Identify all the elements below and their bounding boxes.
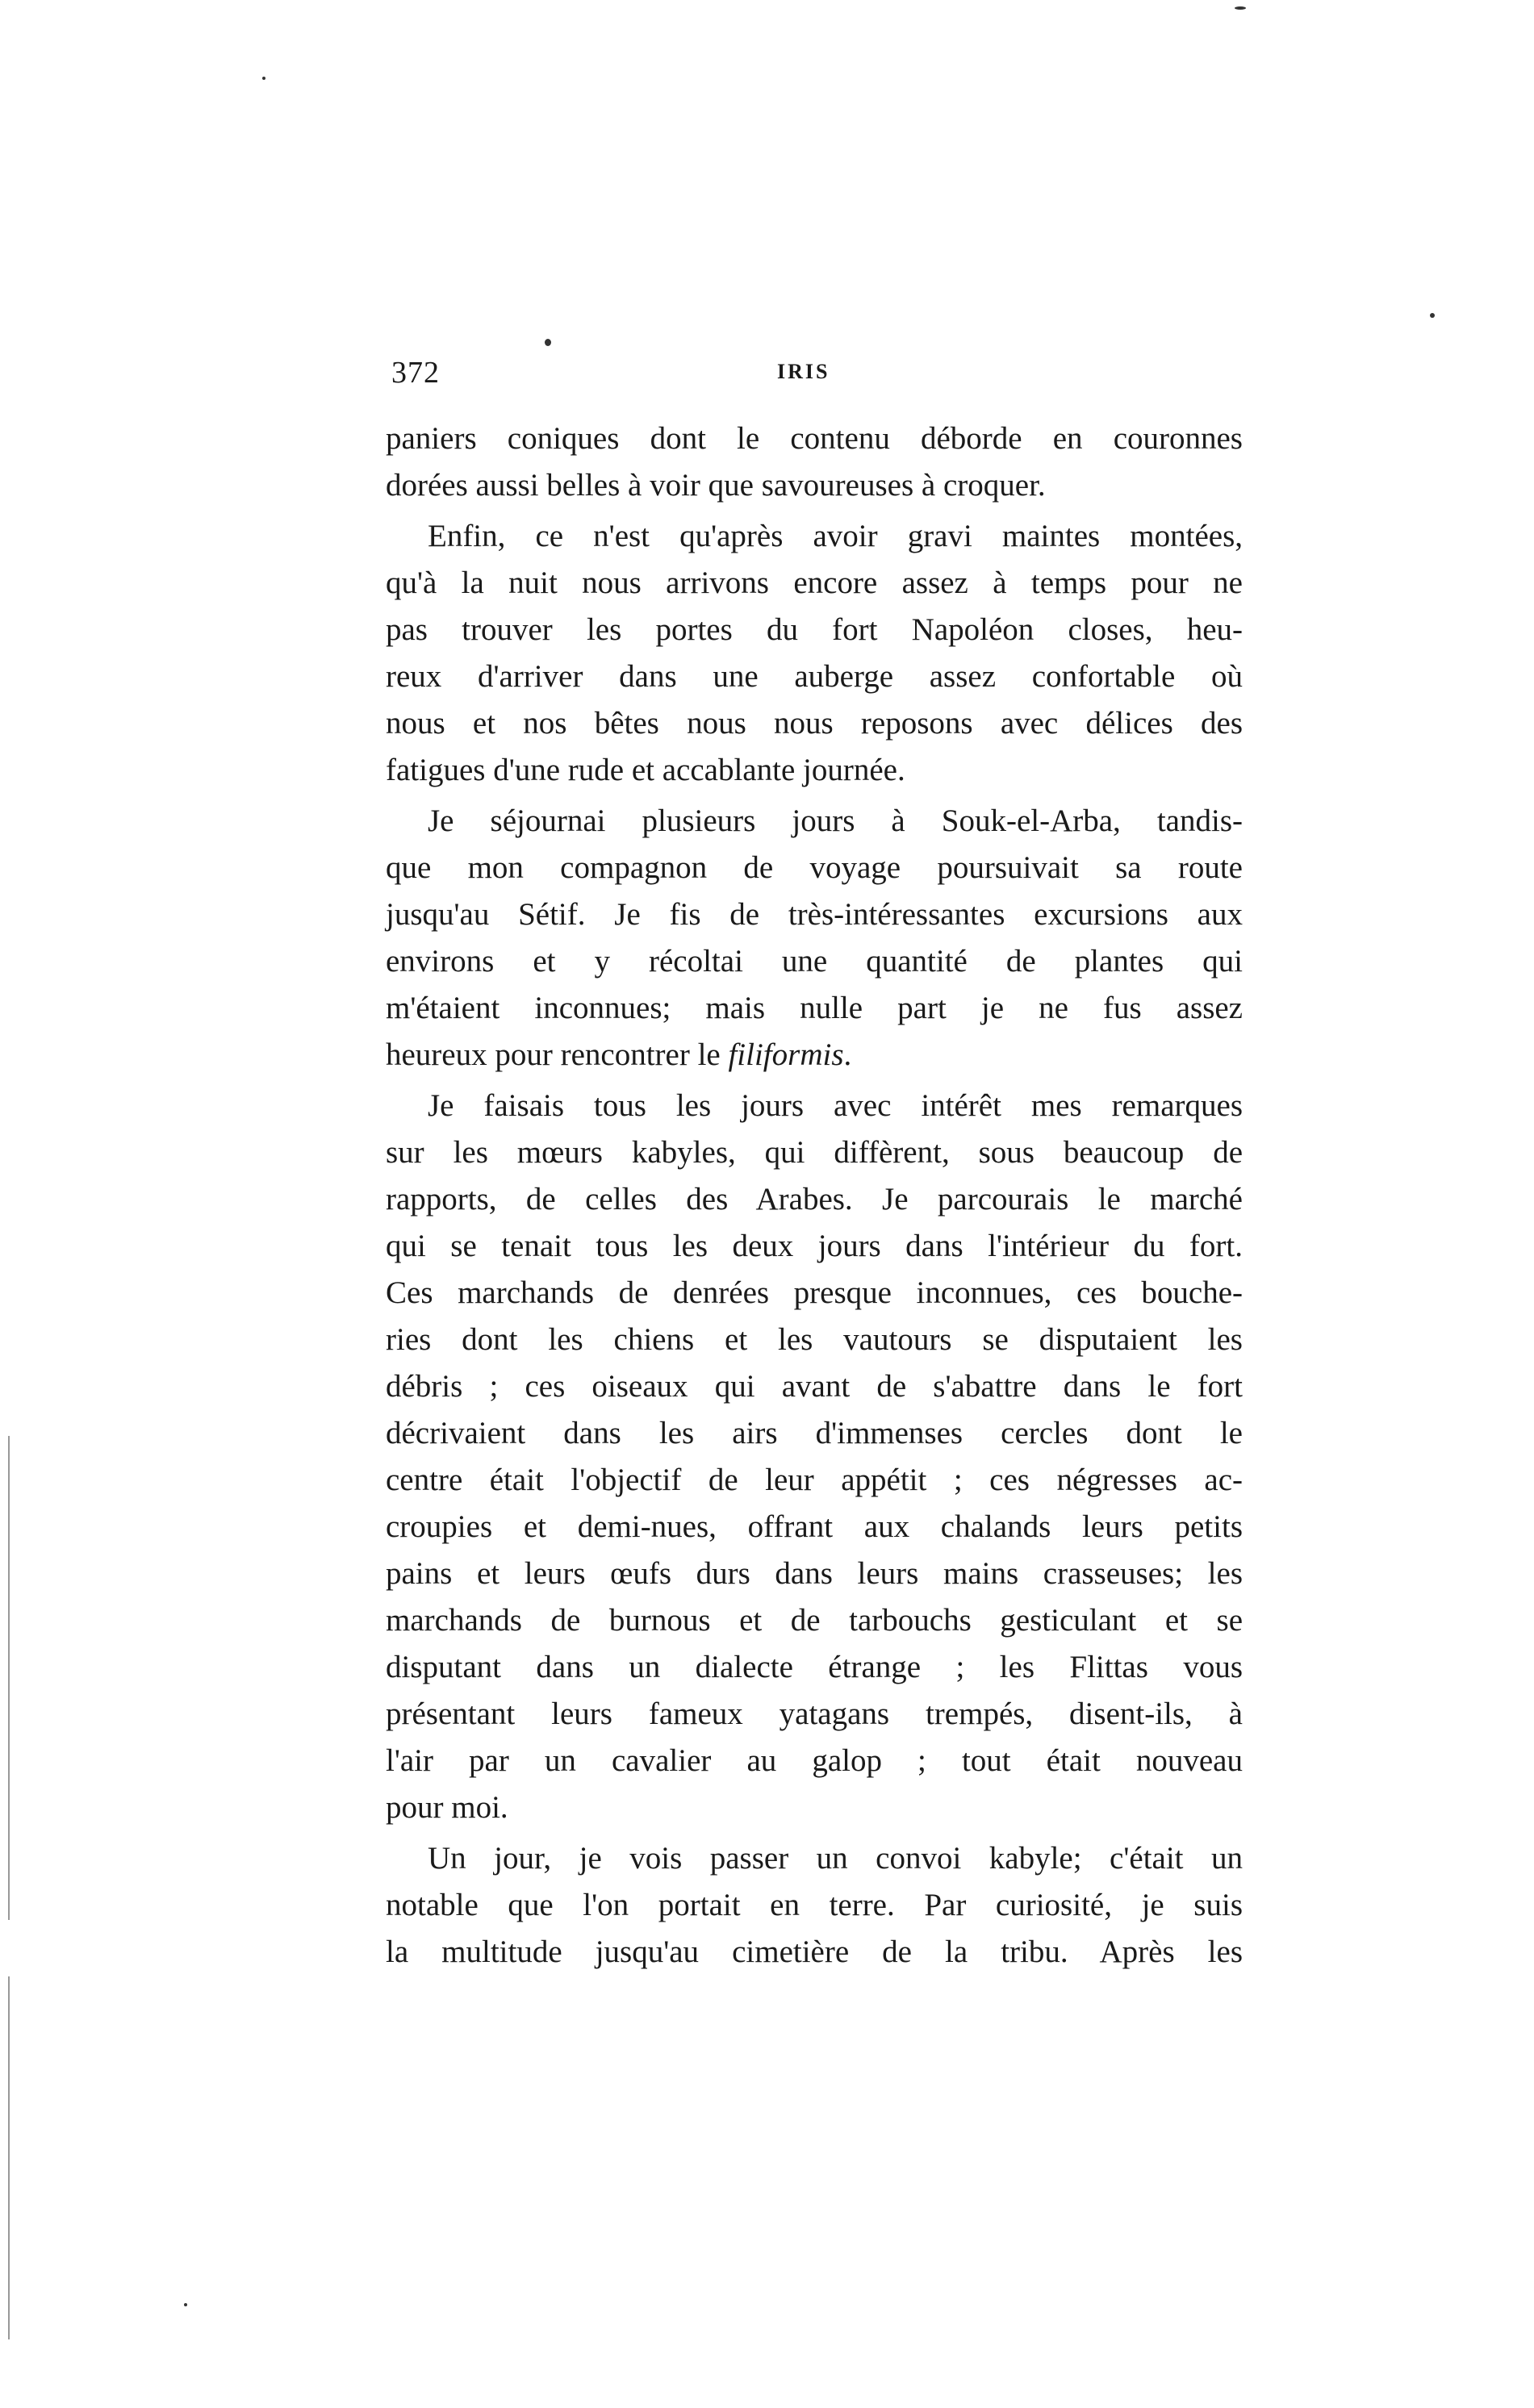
text-line: dorées aussi belles à voir que savoureuses à croquer. [386,468,1046,503]
text-line: marchands de burnous et de tarbouchs gesticulant et se [386,1603,1243,1638]
text-line: croupies et demi-nues, offrant aux chalands leurs petits [386,1509,1243,1544]
text-line: Je faisais tous les jours avec intérêt mes remarques [428,1088,1243,1123]
text-line: décrivaient dans les airs d'immenses cercles dont le [386,1416,1243,1450]
text-line-end: . [843,1037,852,1072]
text-line: présentant leurs fameux yatagans trempés, disent-ils, à [386,1696,1243,1731]
text-line: fatigues d'une rude et accablante journée. [386,753,905,787]
text-line: ries dont les chiens et les vautours se disputaient les [386,1322,1243,1357]
running-title: IRIS [777,360,830,383]
text-line: environs et y récoltai une quantité de plantes qui [386,944,1243,979]
margin-line [8,1976,10,2339]
scan-speck [1430,313,1435,318]
text-line: rapports, de celles des Arabes. Je parcourais le marché [386,1182,1243,1217]
text-line: l'air par un cavalier au galop ; tout était nouveau [386,1743,1243,1778]
text-line-start: heureux pour rencontrer le [386,1037,729,1072]
text-line: qu'à la nuit nous arrivons encore assez à temps pour ne [386,565,1243,600]
scan-speck [262,77,265,80]
text-line: paniers coniques dont le contenu déborde en couronnes [386,421,1243,456]
text-line: nous et nos bêtes nous nous reposons avec délices des [386,706,1243,741]
page-number: 372 [391,356,440,390]
text-line: notable que l'on portait en terre. Par curiosité, je suis [386,1888,1243,1922]
scan-speck [1235,6,1246,10]
text-line: pas trouver les portes du fort Napoléon closes, heu- [386,612,1243,647]
text-line: Ces marchands de denrées presque inconnues, ces bouche- [386,1275,1243,1310]
text-line: débris ; ces oiseaux qui avant de s'abattre dans le fort [386,1369,1243,1404]
text-line: centre était l'objectif de leur appétit ; ces négresses ac- [386,1463,1243,1497]
text-line: que mon compagnon de voyage poursuivait sa route [386,850,1243,885]
text-line: sur les mœurs kabyles, qui diffèrent, sous beaucoup de [386,1135,1243,1170]
text-line: Je séjournai plusieurs jours à Souk-el-Arba, tandis- [428,803,1243,838]
text-line: pour moi. [386,1790,508,1825]
text-line: pains et leurs œufs durs dans leurs mains crasseuses; les [386,1556,1243,1591]
body-text [386,415,1243,1976]
text-line: qui se tenait tous les deux jours dans l'intérieur du fort. [386,1229,1243,1263]
text-line: jusqu'au Sétif. Je fis de très-intéressantes excursions aux [386,897,1243,932]
running-head [391,355,1247,403]
margin-line [8,1436,10,1920]
scan-speck [545,339,551,346]
text-line: Un jour, je vois passer un convoi kabyle; c'était un [428,1841,1243,1876]
italic-term: filiformis [728,1037,844,1072]
text-line: reux d'arriver dans une auberge assez confortable où [386,659,1243,694]
text-line [386,1032,1243,1079]
text-line: la multitude jusqu'au cimetière de la tribu. Après les [386,1934,1243,1969]
scan-speck [184,2303,187,2306]
text-line: m'étaient inconnues; mais nulle part je ne fus assez [386,991,1243,1025]
text-line: disputant dans un dialecte étrange ; les Flittas vous [386,1650,1243,1684]
text-line: Enfin, ce n'est qu'après avoir gravi maintes montées, [428,519,1243,553]
